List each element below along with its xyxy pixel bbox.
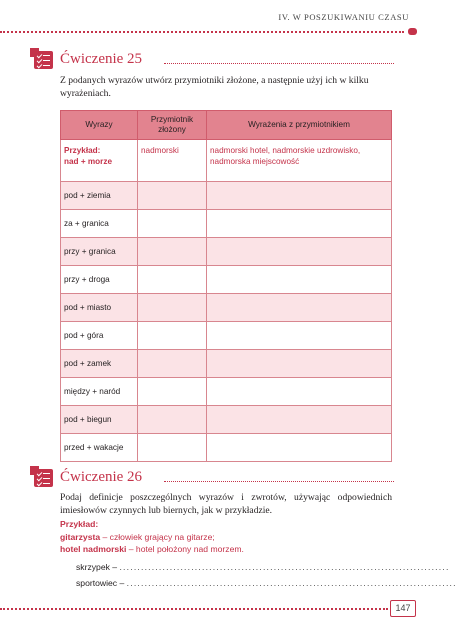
word-formation-table [60,110,392,462]
row-words: pod + miasto [61,294,138,322]
phrases-answer-cell[interactable] [207,266,392,294]
row-words: przy + droga [61,266,138,294]
example-term: gitarzysta [60,531,101,542]
table-row [61,182,392,210]
header-marker [408,28,417,35]
phrases-answer-cell[interactable] [207,378,392,406]
row-words: za + granica [61,210,138,238]
table-row [61,434,392,462]
example-adjective: nadmorski [138,140,207,182]
table-row [61,266,392,294]
title-dots [164,63,394,64]
phrases-answer-cell[interactable] [207,322,392,350]
row-words: przed + wakacje [61,434,138,462]
adjective-answer-cell[interactable] [138,406,207,434]
adjective-answer-cell[interactable] [138,210,207,238]
adjective-answer-cell[interactable] [138,378,207,406]
table-row [61,350,392,378]
footer-divider [0,608,388,610]
answer-dots: ............................................................................................ [119,562,450,572]
title-dots [164,481,394,482]
table-row [61,238,392,266]
header-phrases: Wyrażenia z przymiotnikiem [207,111,392,140]
header-words: Wyrazy [61,111,138,140]
example-words: nad + morze [64,157,113,166]
example-definition: – hotel położony nad morzem. [126,544,244,554]
table-row [61,378,392,406]
table-row-example [61,140,392,182]
table-row [61,406,392,434]
header-adjective: Przymiotnik złożony [138,111,207,140]
page-number: 147 [390,600,416,617]
exercise-25-title: Ćwiczenie 25 [60,51,143,67]
header-divider [0,31,404,33]
item-label: sportowiec – [76,578,125,588]
example-term: hotel nadmorski [60,544,127,554]
example-phrases: nadmorski hotel, nadmorskie uzdrowisko, nadmorska miejscowość [207,140,392,182]
row-words: przy + granica [61,238,138,266]
row-words: pod + biegun [61,406,138,434]
example-line [60,531,390,544]
row-words: pod + zamek [61,350,138,378]
phrases-answer-cell[interactable] [207,182,392,210]
answer-dots: ............................................................................................ [126,578,457,588]
exercise-25-instruction: Z podanych wyrazów utwórz przymiotniki złożone, a następnie użyj ich w kilku wyrażeniach. [60,75,369,99]
chapter-header: IV. W POSZUKIWANIU CZASU [278,12,409,22]
phrases-answer-cell[interactable] [207,294,392,322]
adjective-answer-cell[interactable] [138,238,207,266]
adjective-answer-cell[interactable] [138,266,207,294]
exercise-26-heading [34,466,394,490]
phrases-answer-cell[interactable] [207,350,392,378]
exercise-26-instruction: Podaj definicje poszczególnych wyrazów i zwrotów, używając odpowiednich imiesłowów czynnych lub biernych, jak w przykładzie. [60,492,392,516]
checklist-icon [34,469,53,487]
phrases-answer-cell[interactable] [207,210,392,238]
example-words-cell [61,140,138,182]
table-row [61,322,392,350]
adjective-answer-cell[interactable] [138,434,207,462]
phrases-answer-cell[interactable] [207,434,392,462]
answer-line-sportowiec[interactable] [76,578,457,588]
example-definition: – człowiek grający na gitarze; [100,531,215,542]
table-row [61,210,392,238]
adjective-answer-cell[interactable] [138,350,207,378]
example-line [60,543,390,556]
row-words: między + naród [61,378,138,406]
adjective-answer-cell[interactable] [138,294,207,322]
example-label: Przykład: [60,519,99,529]
row-words: pod + ziemia [61,182,138,210]
exercise-26-example [60,518,390,556]
exercise-25-heading [34,48,394,72]
exercise-26-title: Ćwiczenie 26 [60,469,143,485]
adjective-answer-cell[interactable] [138,182,207,210]
answer-line-skrzypek[interactable] [76,562,450,572]
table-row [61,294,392,322]
item-label: skrzypek – [76,562,118,572]
example-label: Przykład: [64,146,101,155]
checklist-icon [34,51,53,69]
phrases-answer-cell[interactable] [207,238,392,266]
phrases-answer-cell[interactable] [207,406,392,434]
adjective-answer-cell[interactable] [138,322,207,350]
row-words: pod + góra [61,322,138,350]
